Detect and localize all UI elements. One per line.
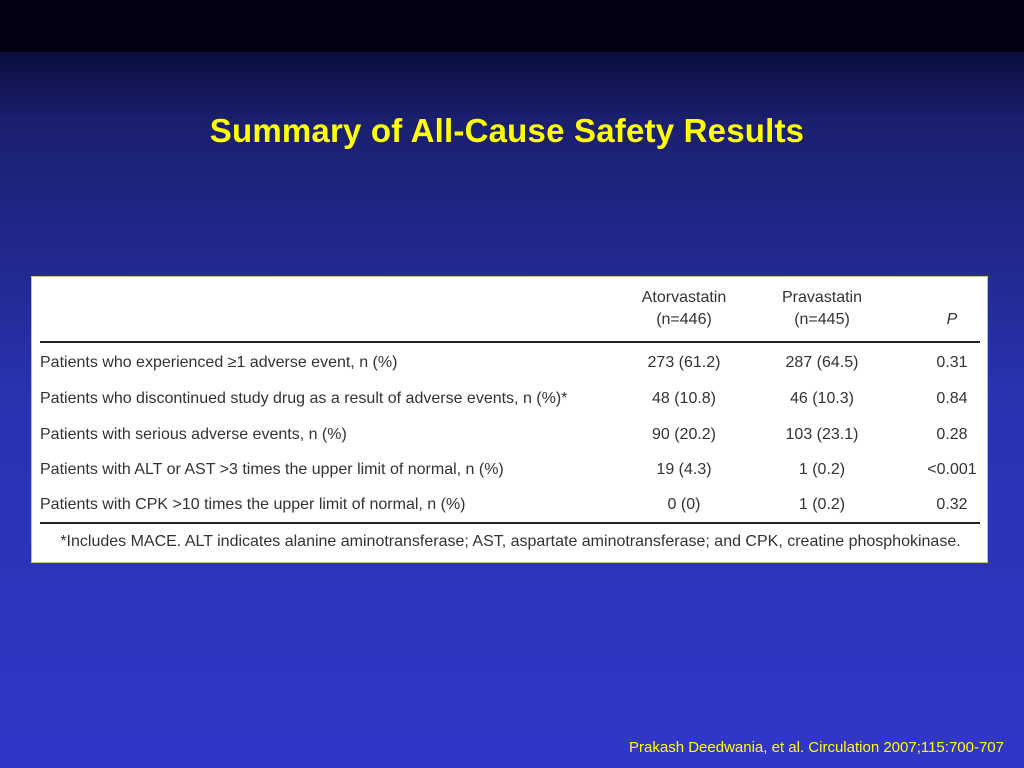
header-pravastatin (762, 287, 882, 331)
table-row (32, 345, 989, 381)
cell-pravastatin: 287 (64.5) (785, 354, 859, 371)
header-atorvastatin-name: Atorvastatin (641, 289, 727, 306)
row-label: Patients with CPK >10 times the upper limit of normal, n (%) (40, 496, 466, 513)
citation: Prakash Deedwania, et al. Circulation 2007;115:700-707 (629, 739, 1004, 756)
cell-pravastatin: 103 (23.1) (785, 426, 859, 443)
table-row (32, 452, 989, 488)
cell-atorvastatin: 90 (20.2) (651, 426, 717, 443)
cell-p-value: 0.84 (936, 390, 968, 407)
cell-p-value: <0.001 (927, 461, 977, 478)
row-label: Patients who experienced ≥1 adverse event, n (%) (40, 354, 398, 371)
header-atorvastatin (624, 287, 744, 331)
cell-pravastatin: 1 (0.2) (798, 496, 846, 513)
slide-title: Summary of All-Cause Safety Results (209, 112, 805, 149)
cell-pravastatin: 46 (10.3) (789, 390, 855, 407)
table-top-rule (40, 341, 980, 343)
header-p-value: P (946, 311, 958, 328)
cell-p-value: 0.28 (936, 426, 968, 443)
header-pravastatin-n: (n=445) (794, 311, 850, 328)
table-bottom-rule (40, 522, 980, 524)
table-row (32, 381, 989, 417)
cell-p-value: 0.31 (936, 354, 968, 371)
cell-atorvastatin: 19 (4.3) (656, 461, 712, 478)
row-label: Patients with ALT or AST >3 times the upper limit of normal, n (%) (40, 461, 504, 478)
table-row (32, 487, 989, 523)
header-atorvastatin-n: (n=446) (656, 311, 712, 328)
cell-atorvastatin: 0 (0) (667, 496, 701, 513)
cell-p-value: 0.32 (936, 496, 968, 513)
top-band (0, 0, 1024, 52)
cell-atorvastatin: 48 (10.8) (651, 390, 717, 407)
header-pravastatin-name: Pravastatin (781, 289, 863, 306)
row-label: Patients with serious adverse events, n (%) (40, 426, 347, 443)
cell-atorvastatin: 273 (61.2) (647, 354, 721, 371)
table-row (32, 417, 989, 453)
cell-pravastatin: 1 (0.2) (798, 461, 846, 478)
table-footnote: *Includes MACE. ALT indicates alanine aminotransferase; AST, aspartate aminotransferase; and CPK, creatine phosphokinase. (60, 533, 961, 550)
row-label: Patients who discontinued study drug as a result of adverse events, n (%)* (40, 390, 568, 407)
safety-results-table (31, 276, 988, 563)
